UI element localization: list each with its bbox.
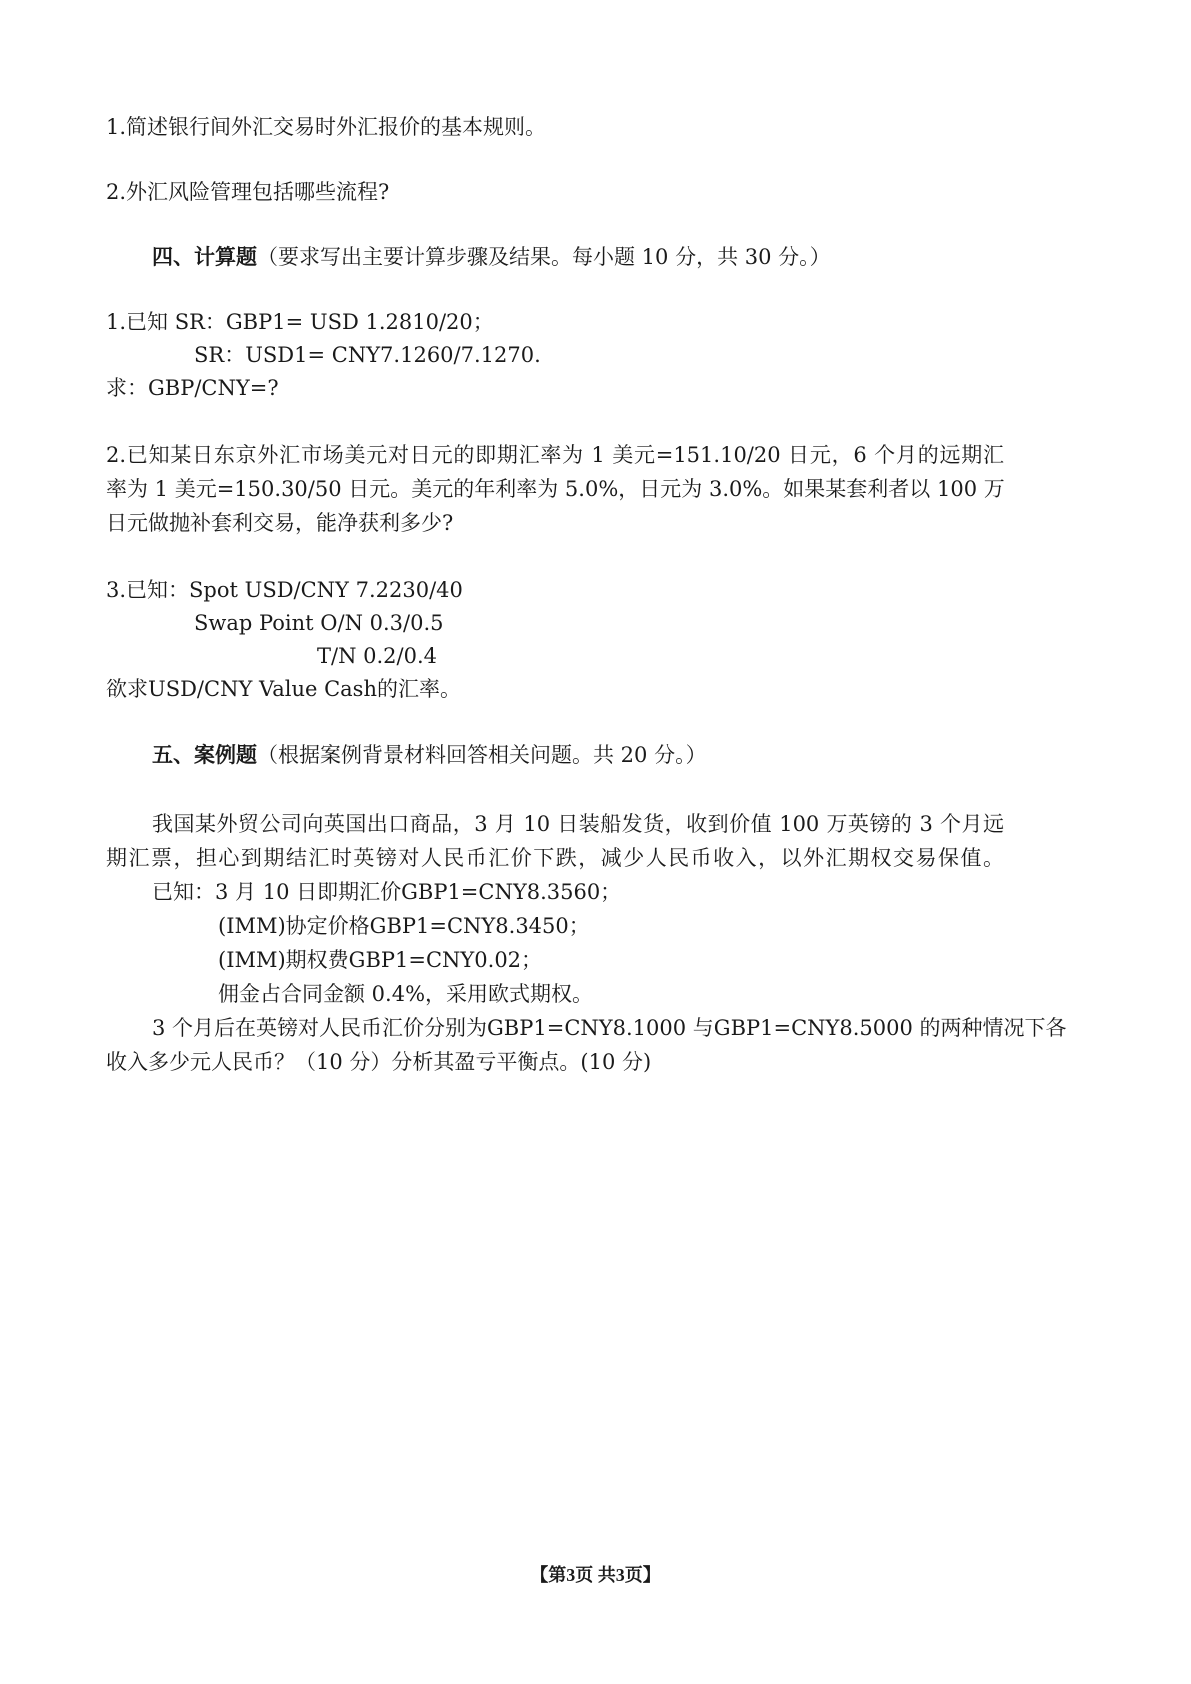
case-para2-line1: 3 个月后在英镑对人民币汇价分别为GBP1=CNY8.1000 与GBP1=CNY8.5000 的两种情况下各 — [152, 1016, 1067, 1040]
calc-q3-line4: 欲求USD/CNY Value Cash的汇率。 — [106, 677, 461, 701]
question-3-1: 1.简述银行间外汇交易时外汇报价的基本规则。 — [106, 115, 547, 139]
section-4-title: 四、计算题 — [152, 245, 257, 269]
calc-q1-line3: 求：GBP/CNY=? — [106, 376, 279, 400]
page-footer: 【第3页 共3页】 — [530, 1565, 661, 1585]
section-4-note: （要求写出主要计算步骤及结果。每小题 10 分，共 30 分。） — [257, 245, 831, 269]
calc-q2-line1: 2.已知某日东京外汇市场美元对日元的即期汇率为 1 美元=151.10/20 日元，6 个月的远期汇 — [106, 443, 1005, 467]
calc-q2-line2: 率为 1 美元=150.30/50 日元。美元的年利率为 5.0%，日元为 3.0%。如果某套利者以 100 万 — [106, 477, 1005, 501]
question-3-2: 2.外汇风险管理包括哪些流程? — [106, 180, 390, 204]
section-5-note: （根据案例背景材料回答相关问题。共 20 分。） — [257, 743, 707, 767]
section-4-heading — [152, 242, 831, 272]
case-para1-line1: 我国某外贸公司向英国出口商品，3 月 10 日装船发货，收到价值 100 万英镑的 3 个月远 — [152, 812, 1004, 836]
case-given-2: (IMM)协定价格GBP1=CNY8.3450； — [218, 914, 590, 938]
case-given-1: 已知：3 月 10 日即期汇价GBP1=CNY8.3560； — [152, 880, 622, 904]
calc-q1-line2: SR：USD1= CNY7.1260/7.1270. — [194, 343, 541, 367]
calc-q3-line1: 3.已知：Spot USD/CNY 7.2230/40 — [106, 578, 463, 602]
calc-q3-line2: Swap Point O/N 0.3/0.5 — [194, 611, 444, 635]
section-5-title: 五、案例题 — [152, 743, 257, 767]
case-given-4: 佣金占合同金额 0.4%，采用欧式期权。 — [218, 982, 594, 1006]
section-5-heading — [152, 740, 707, 770]
case-para2-line2: 收入多少元人民币？（10 分）分析其盈亏平衡点。(10 分) — [106, 1050, 652, 1074]
calc-q3-line3: T/N 0.2/0.4 — [317, 644, 438, 668]
calc-q2-line3: 日元做抛补套利交易，能净获利多少? — [106, 511, 454, 535]
case-para1-line2: 期汇票，担心到期结汇时英镑对人民币汇价下跌，减少人民币收入，以外汇期权交易保值。 — [106, 846, 1004, 870]
case-given-3: (IMM)期权费GBP1=CNY0.02； — [218, 948, 543, 972]
calc-q1-line1: 1.已知 SR：GBP1= USD 1.2810/20； — [106, 310, 494, 334]
